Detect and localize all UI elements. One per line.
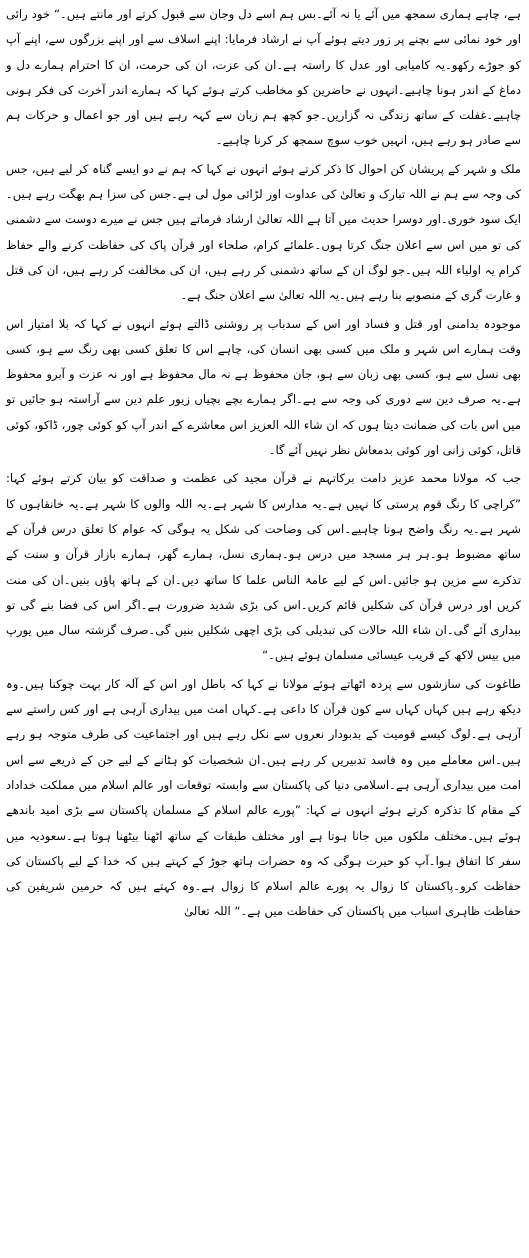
article-paragraph-2: ملک و شہر کے پریشان کن احوال کا ذکر کرتے ہوئے انہوں نے کہا کہ ہم نے دو ایسے گناہ کر لیے ہیں، جس کی وجہ سے ہم نے اللہ تبارک و تعالیٰ کی عداوت اور لڑائی مول لی ہے۔جس کی سزا ہم بھگت رہے ہیں۔ایک سود خوری۔اور دوسرا حدیث میں آتا ہے اللہ تعالیٰ ارشاد فرماتے ہیں جس نے میرے دوست سے دشمنی کی تو میں اس سے اعلان جنگ کرتا ہوں۔علمائے کرام، صلحاء اور قرآن پاک کی حفاظت کرنے والے حفاظ کرام یہ اولیاء اللہ ہیں۔جو لوگ ان کے ساتھ دشمنی کر رہے ہیں، ان کی مخالفت کر رہے ہیں، ان کی قتل و غارت گری کے منصوبے بنا رہے ہیں۔یہ اللہ تعالیٰ سے اعلان جنگ ہے۔ xyxy=(6,161,521,303)
article-paragraph-1: ہے، چاہے ہماری سمجھ میں آئے یا نہ آئے۔بس ہم اسے دل وجان سے قبول کرتے اور مانتے ہیں۔“ خود رائی اور خود نمائی سے بچنے پر زور دیتے ہوئے آپ نے ارشاد فرمایا: اپنے اسلاف سے اور اپنے بزرگوں سے، اپنے آپ کو جوڑے رکھو۔یہ کامیابی اور عدل کا راستہ ہے۔ان کی عزت، ان کی حرمت، ان کا احترام ہمارے دل و دماغ کے اندر ہونا چاہیے۔انہوں نے حاضرین کو مخاطب کرتے ہوئے کہا کہ ہمارے اندر آخرت کی فکر ہونی چاہیے۔غفلت کے ساتھ زندگی نہ گزاریں۔جو کچھ ہم زبان سے کہہ رہے ہیں اور جو اعمال و حرکات ہم سے صادر ہو رہے ہیں، انہیں خوب سوچ سمجھ کر کرنا چاہیے۔ xyxy=(6,7,521,148)
article-paragraph-3: موجودہ بدامنی اور قتل و فساد اور اس کے سدباب پر روشنی ڈالتے ہوئے انہوں نے کہا کہ بلا امتیاز اس وقت ہمارے اس شہر و ملک میں کسی بھی انسان کی، چاہے اس کا تعلق کسی بھی رنگ سے ہو، کسی بھی نسل سے ہو، کسی بھی زبان سے ہو، جان محفوظ ہے نہ مال محفوظ ہے اور نہ عزت و آبرو محفوظ ہے۔یہ صرف دین سے دوری کی وجہ سے ہے۔اگر ہمارے بچے بچیاں زیور علم دین سے آراستہ ہو جائیں تو میں اس بات کی ضمانت دیتا ہوں کہ ان شاء اللہ العزیز اس معاشرے کے اندر آپ کو کوئی چور، ڈاکو، کوئی قاتل، کوئی زانی اور کوئی بدمعاش نظر نہیں آئے گا۔ xyxy=(6,316,521,458)
article-paragraph-5: طاغوت کی سازشوں سے پردہ اٹھاتے ہوئے مولانا نے کہا کہ باطل اور اس کے آلہ کار بہت چوکنا ہیں۔وہ دیکھ رہے ہیں کہاں کہاں سے کون قرآن کا داعی ہے۔کہاں امت میں بیداری آرہی ہے اور کس راستے سے آرہی ہے۔لوگ کیسے قومیت کے بدبودار نعروں سے نکل رہے ہیں اور اجتماعیت کی طرف متوجہ ہو رہے ہیں۔اس معاملے میں وہ فاسد تدبیریں کر رہے ہیں۔ان شخصیات کو ہٹانے کے لیے جن کے ذریعے سے اس امت میں بیداری آرہی ہے۔اسلامی دنیا کی پاکستان سے وابستہ توقعات اور عالم اسلام میں مملکت خداداد کے مقام کا تذکرہ کرتے ہوئے انہوں نے کہا: ”پورے عالم اسلام کے مسلمان پاکستان سے بڑی امید باندھے ہوئے ہیں۔مختلف ملکوں میں جانا ہوتا ہے اور مختلف طبقات کے ساتھ اٹھنا بیٹھنا ہوتا ہے۔سعودیہ میں سفر کا اتفاق ہوا۔آپ کو حیرت ہوگی کہ وہ حضرات ہاتھ جوڑ کے کہتے ہیں کہ خدا کے لیے پاکستان کی حفاظت کرو۔پاکستان کا زوال یہ پورے عالم اسلام کا زوال ہے۔وہ کہتے ہیں کہ حرمین شریفین کی حفاظت ظاہری اسباب میں پاکستان کی حفاظت میں ہے۔“ اللہ تعالیٰ xyxy=(6,676,521,919)
article-paragraph-4: جب کہ مولانا محمد عزیز دامت برکاتہم نے قرآن مجید کی عظمت و صداقت کو بیان کرتے ہوئے کہا: ”کراچی کا رنگ قوم پرستی کا نہیں ہے۔یہ مدارس کا شہر ہے۔یہ اللہ والوں کا شہر ہے۔یہ خانقاہوں کا شہر ہے۔یہ رنگ واضح ہونا چاہیے۔اس کی وضاحت کی شکل یہ ہوگی کہ عوام کا تعلق درس قرآن کے ساتھ مضبوط ہو۔ہر ہر مسجد میں درس ہو۔ہماری نسل، ہمارے گھر، ہمارے بازار قرآن و سنت کے تذکرے سے مزین ہو جائیں۔اس کے لیے عامۃ الناس علما کا ساتھ دیں۔ان کے ہاتھ پاؤں بنیں۔ان کی منت کریں اور درس قرآن کی شکلیں قائم کریں۔اس کی بڑی شدید ضرورت ہے۔اگر اس کی فضا بنے گی تو بیداری آئے گی۔ان شاء اللہ حالات کی تبدیلی کی بڑی اچھی شکلیں بنیں گی۔صرف گزشتہ سال میں یورپ میں بیس لاکھ کے قریب عیسائی مسلمان ہوئے ہیں۔“ xyxy=(6,471,521,663)
